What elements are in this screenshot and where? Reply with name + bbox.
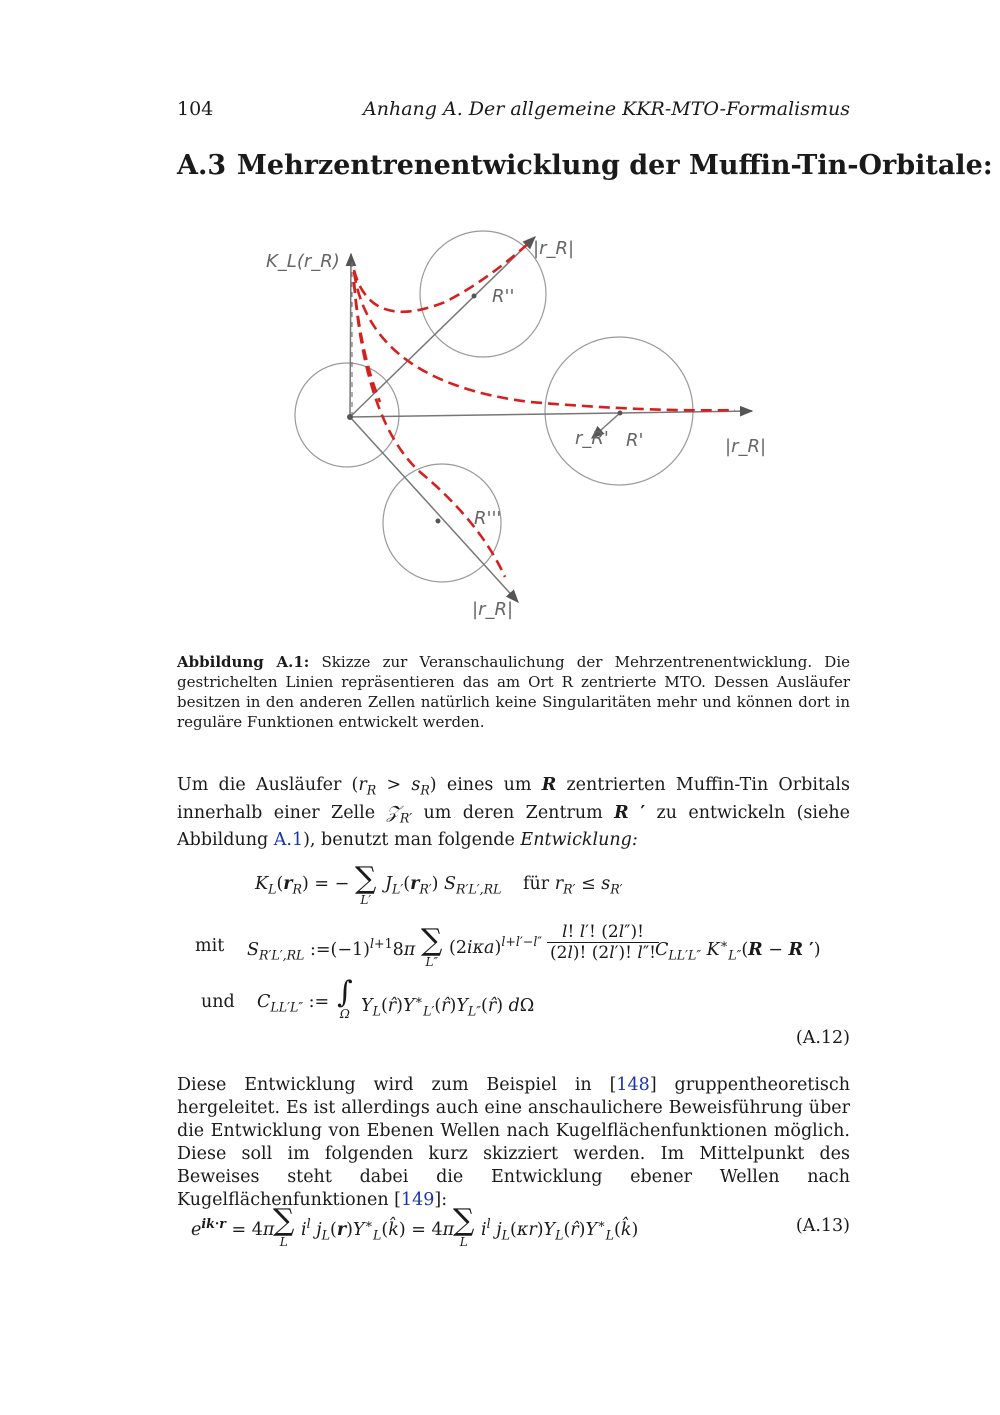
section-number: A.3 (177, 150, 227, 181)
label-r-vec: r_R' (575, 428, 609, 449)
label-r-bottom: |r_R| (472, 599, 514, 620)
mto-tail-center (354, 282, 380, 402)
running-title: Anhang A. Der allgemeine KKR-MTO-Formalismus (363, 98, 850, 120)
page-number: 104 (177, 98, 214, 120)
label-k-axis: K_L(r_R) (266, 251, 340, 272)
section-heading (177, 150, 993, 181)
figure-link[interactable]: A.1 (273, 830, 304, 850)
citation-149[interactable]: 149 (401, 1190, 435, 1210)
label-r-top: |r_R| (533, 238, 575, 259)
paragraph-intro: Um die Ausläufer $(r_R > s_R)$ eines um R zentrierten Muffin-Tin Orbitals innerhalb einer Zelle 𝒵$_{R'}$ um deren Zentrum R ′ zu entwickeln (siehe Abbildung A.1), benutzt man folgende Entwicklung: (177, 775, 850, 850)
label-r-double-prime: R'' (492, 286, 515, 307)
figure-sketch (230, 222, 790, 642)
mto-tail-right (354, 272, 735, 410)
cell-circle-top (420, 231, 546, 357)
label-fuer: für (523, 874, 550, 894)
label-mit: mit (195, 936, 225, 956)
label-r-prime: R' (626, 430, 644, 451)
cell-circle-center (295, 363, 399, 467)
paragraph-derivation: Diese Entwicklung wird zum Beispiel in [148] gruppentheoretisch hergeleitet. Es ist allerdings auch eine anschaulichere Beweisführung über die Entwicklung von Ebenen Wellen nach Kugelflächenfunktionen möglich. Diese soll im folgenden kurz skizziert werden. Im Mittelpunkt des Beweises steht dabei die Entwicklung ebener Wellen nach Kugelflächenfunktionen [149]: (177, 1075, 850, 1210)
r-axis-right (350, 411, 752, 417)
section-title: Mehrzentrenentwicklung der Muffin-Tin-Orbitale: (237, 150, 993, 181)
equation-number-a13: (A.13) (795, 1216, 850, 1236)
caption-text: Skizze zur Veranschaulichung der Mehrzentrenentwicklung. Die gestrichelten Linien repräsentieren das am Ort R zentrierte MTO. Dessen Ausläufer besitzen in den anderen Zellen natürlich keine Singularitäten mehr und können dort in reguläre Funktionen entwickelt werden. (177, 653, 850, 731)
citation-148[interactable]: 148 (616, 1075, 650, 1095)
label-r-right: |r_R| (725, 436, 767, 457)
equation-number-a12: (A.12) (795, 1028, 850, 1048)
caption-label: Abbildung A.1: (177, 653, 310, 671)
figure-caption (177, 652, 850, 732)
label-r-triple-prime: R''' (474, 508, 502, 529)
k-axis (350, 254, 351, 417)
r-axis-top (350, 237, 535, 417)
label-und: und (201, 992, 235, 1012)
